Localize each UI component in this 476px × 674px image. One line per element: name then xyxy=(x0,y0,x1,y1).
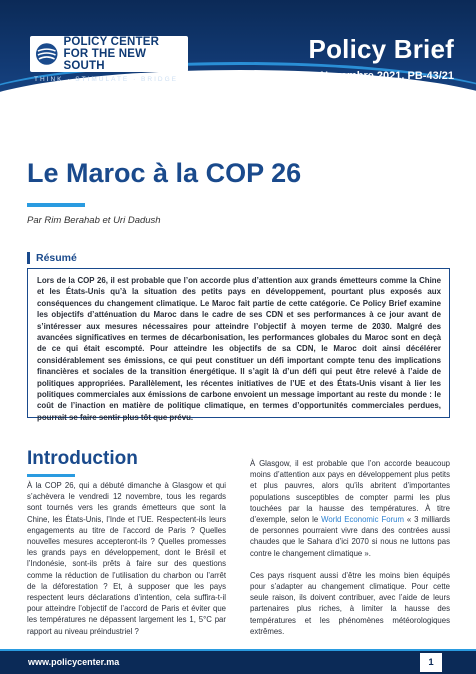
header-banner xyxy=(0,0,476,118)
resume-heading xyxy=(27,252,77,264)
intro-paragraph-2-end: « 3 milliards de personnes pourraient vivre dans des contrées aussi chaudes que le Sahara d’ici 2070 si nous ne luttons pas contre le changement climatique ». xyxy=(250,515,450,558)
logo-subname: FOR THE NEW SOUTH xyxy=(63,47,147,73)
publication-date: Novembre 2021, PB-43/21 xyxy=(320,70,454,82)
page-number: 1 xyxy=(420,653,442,672)
heading-bar xyxy=(27,252,30,264)
resume-heading-text: Résumé xyxy=(36,252,77,264)
introduction-underline xyxy=(27,474,75,477)
intro-paragraph-3: Ces pays risquent aussi d’être les moins bien équipés pour s’adapter au changement climatique. Pour cette seule raison, ils doivent contribuer, avec l’aide de leurs partenaires plus riches, à limiter la hausse des températures et les phénomènes météorologiques extrêmes. xyxy=(250,570,450,636)
logo-tagline: THINK · STIMULATE · BRIDGE xyxy=(34,76,178,83)
globe-logo-icon xyxy=(35,42,58,66)
title-underline xyxy=(27,203,85,207)
footer xyxy=(0,651,476,674)
document-title: Le Maroc à la COP 26 xyxy=(27,158,302,188)
logo[interactable] xyxy=(30,36,188,72)
intro-paragraph-2 xyxy=(250,458,450,559)
logo-name: POLICY CENTER xyxy=(63,35,160,48)
policy-brief-title: Policy Brief xyxy=(308,34,454,64)
intro-paragraph-1: À la COP 26, qui a débuté dimanche à Glasgow et qui s’achèvera le vendredi 12 novembre, tous les regards sont tournés vers les grands émetteurs que sont la Chine, les États-Unis, l’Inde et l’UE. Respectent-ils leurs engagements au titre de l’accord de Paris ? Quelles nouvelles mesures accepteront-ils ? Quelles promesses les grands pays en développement, dont le Brésil et l’Indonésie, sont-ils prêts à faire sur des questions comme la réduction de l’utilisation du charbon ou l’arrêt de la déforestation ? Et, à supposer que les pays respectent leurs déclarations d’intention, cela suffira-t-il pour atteindre l’objectif de l’accord de Paris et éviter que les températures ne dépassent largement les 1, 5°C par rapport au niveau préindustriel ? xyxy=(27,481,226,636)
introduction-heading: Introduction xyxy=(27,448,138,469)
right-column xyxy=(250,458,450,648)
wef-link[interactable]: World Economic Forum xyxy=(321,515,404,525)
left-column xyxy=(27,480,226,648)
abstract-box xyxy=(27,268,450,422)
abstract-text: Lors de la COP 26, il est probable que l’on accorde plus d’attention aux grands émetteurs comme la Chine et les États-Unis qu’à la situation des petits pays en développement, pourtant plus exposés aux conséquences du changement climatique. Le Maroc fait partie de cette catégorie. Ce Policy Brief examine les objectifs d’atténuation du Maroc dans le cadre de ses CDN et ses performances à ce jour avant de s’intéresser aux mesures nécessaires pour atteindre l’objectif à moyen terme de 2030. Malgré des avancées significatives en termes de décarbonisation, les performances globales du Maroc sont en deçà de ce qui était escompté. Pour atteindre les objectifs de sa CDN, le Maroc doit ainsi décélérer considérablement ses émissions, ce qui peut constituer un défi important compte tenu des implications financières et sociales de la transition énergétique. Il s’agit là d’un défi qui peut être relevé à l’aide de politiques appropriées. Parallèlement, les récentes initiatives de l’UE et des États-Unis visant à lier les politiques commerciales aux émissions de carbone envoient un message important au reste du monde : le coût de l’inaction en matière de politique climatique, en termes d’opportunités commerciales perdues, pourrait se faire sentir plus tôt que prévu. xyxy=(37,276,441,422)
intro-paragraph-2-start: À Glasgow, il est probable que l’on accorde beaucoup moins d’attention aux pays en développement plus petits et plus pauvres, alors qu’ils abritent d’importantes populations susceptibles de compter parmi les plus touchées par la hausse des températures. À titre d’exemple, selon le xyxy=(250,459,450,525)
authors: Par Rim Berahab et Uri Dadush xyxy=(27,215,161,226)
footer-website-link[interactable]: www.policycenter.ma xyxy=(28,657,120,667)
